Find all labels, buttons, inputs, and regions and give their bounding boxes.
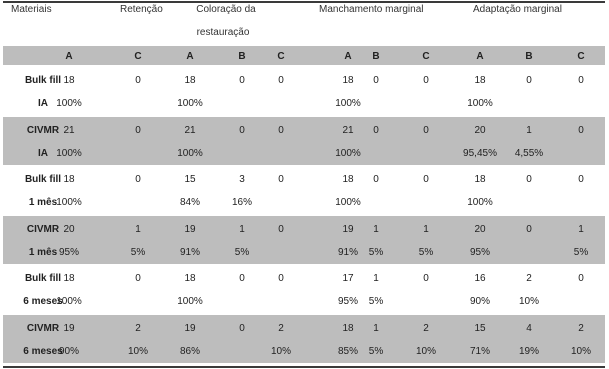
count-cell: 2 (526, 273, 532, 284)
percent-cell: 5% (418, 246, 434, 258)
subheader-cell: A (476, 51, 484, 62)
count-cell: 18 (63, 273, 75, 284)
count-cell: 17 (342, 273, 354, 284)
count-cell: 0 (278, 174, 284, 185)
count-cell: 15 (474, 322, 486, 334)
material-name: Bulk fill (24, 273, 62, 284)
count-cell: 0 (423, 174, 429, 185)
count-cell: 0 (423, 124, 429, 136)
count-cell: 0 (278, 223, 284, 235)
percent-cell: 90% (58, 345, 80, 357)
material-period: 1 mês (28, 246, 58, 258)
count-cell: 0 (423, 75, 429, 86)
percent-cell: 100% (467, 98, 493, 109)
count-cell: 0 (423, 273, 429, 284)
percent-cell: 100% (177, 147, 203, 159)
header-retencao: Retenção (120, 4, 163, 15)
count-cell: 0 (239, 322, 245, 334)
subheader-cell: A (344, 51, 352, 62)
count-cell: 19 (184, 223, 196, 235)
count-cell: 2 (578, 322, 584, 334)
percent-cell: 91% (179, 246, 201, 258)
subheader-cell: C (134, 51, 142, 62)
count-cell: 0 (526, 75, 532, 86)
count-cell: 0 (578, 75, 584, 86)
count-cell: 4 (526, 322, 532, 334)
count-cell: 18 (63, 174, 75, 185)
count-cell: 1 (239, 223, 245, 235)
count-cell: 0 (135, 273, 141, 284)
percent-cell: 95,45% (463, 147, 497, 159)
results-table (3, 0, 605, 369)
percent-cell: 100% (467, 197, 493, 208)
count-cell: 0 (526, 174, 532, 185)
count-cell: 0 (278, 273, 284, 284)
count-cell: 1 (526, 124, 532, 136)
count-cell: 1 (373, 322, 379, 334)
count-cell: 0 (239, 124, 245, 136)
count-cell: 20 (474, 223, 486, 235)
percent-cell: 10% (415, 345, 437, 357)
subheader-cell: C (422, 51, 430, 62)
percent-cell: 100% (56, 296, 82, 307)
material-name: Bulk fill (24, 174, 62, 185)
count-cell: 3 (239, 174, 245, 185)
percent-cell: 4,55% (514, 147, 544, 159)
material-period: IA (38, 147, 48, 159)
percent-cell: 71% (469, 345, 491, 357)
count-cell: 19 (63, 322, 75, 334)
count-cell: 2 (278, 322, 284, 334)
count-cell: 1 (373, 273, 379, 284)
percent-cell: 84% (179, 197, 201, 208)
percent-cell: 95% (469, 246, 491, 258)
count-cell: 2 (423, 322, 429, 334)
count-cell: 18 (474, 75, 486, 86)
count-cell: 18 (342, 322, 354, 334)
count-cell: 0 (135, 124, 141, 136)
header-materiais: Materiais (11, 4, 52, 15)
count-cell: 0 (278, 75, 284, 86)
material-name: CIVMR (26, 322, 60, 334)
percent-cell: 86% (179, 345, 201, 357)
subheader-cell: B (238, 51, 246, 62)
subheader-cell: B (525, 51, 533, 62)
table-row (3, 216, 605, 265)
material-name: CIVMR (26, 223, 60, 235)
percent-cell: 95% (58, 246, 80, 258)
count-cell: 0 (373, 75, 379, 86)
subheader-cell: A (65, 51, 73, 62)
header-manchamento: Manchamento marginal (319, 4, 424, 15)
table-row (3, 265, 605, 314)
material-period: 1 mês (28, 197, 58, 208)
count-cell: 1 (373, 223, 379, 235)
percent-cell: 91% (337, 246, 359, 258)
percent-cell: 100% (335, 98, 361, 109)
count-cell: 0 (239, 75, 245, 86)
header-adaptacao: Adaptação marginal (473, 4, 562, 15)
count-cell: 2 (135, 322, 141, 334)
material-period: 6 meses (23, 345, 63, 357)
count-cell: 18 (184, 273, 196, 284)
material-period: IA (38, 98, 48, 109)
count-cell: 0 (526, 223, 532, 235)
percent-cell: 100% (335, 147, 361, 159)
count-cell: 19 (342, 223, 354, 235)
table-row (3, 166, 605, 215)
table-row (3, 67, 605, 116)
subheader-cell: B (372, 51, 380, 62)
percent-cell: 85% (337, 345, 359, 357)
count-cell: 18 (63, 75, 75, 86)
bottom-rule (3, 366, 605, 368)
percent-cell: 95% (337, 296, 359, 307)
percent-cell: 5% (368, 345, 384, 357)
count-cell: 19 (184, 322, 196, 334)
percent-cell: 5% (368, 246, 384, 258)
percent-cell: 100% (56, 197, 82, 208)
count-cell: 18 (184, 75, 196, 86)
percent-cell: 5% (130, 246, 146, 258)
count-cell: 0 (373, 124, 379, 136)
percent-cell: 5% (368, 296, 384, 307)
count-cell: 18 (474, 174, 486, 185)
percent-cell: 10% (127, 345, 149, 357)
header-coloracao-line1: Coloração da (196, 4, 256, 15)
count-cell: 21 (63, 124, 75, 136)
count-cell: 0 (135, 75, 141, 86)
count-cell: 0 (373, 174, 379, 185)
percent-cell: 19% (518, 345, 540, 357)
count-cell: 1 (135, 223, 141, 235)
count-cell: 0 (278, 124, 284, 136)
percent-cell: 10% (518, 296, 540, 307)
material-period: 6 meses (23, 296, 63, 307)
subheader-cell: A (186, 51, 194, 62)
percent-cell: 100% (177, 296, 203, 307)
count-cell: 1 (423, 223, 429, 235)
material-name: Bulk fill (24, 75, 62, 86)
count-cell: 0 (239, 273, 245, 284)
percent-cell: 5% (573, 246, 589, 258)
count-cell: 21 (342, 124, 354, 136)
count-cell: 1 (578, 223, 584, 235)
percent-cell: 90% (469, 296, 491, 307)
percent-cell: 100% (177, 98, 203, 109)
percent-cell: 100% (56, 98, 82, 109)
count-cell: 15 (184, 174, 196, 185)
header-coloracao-line2: restauração (196, 27, 250, 38)
percent-cell: 100% (335, 197, 361, 208)
table-row (3, 117, 605, 166)
count-cell: 20 (474, 124, 486, 136)
count-cell: 18 (342, 75, 354, 86)
count-cell: 0 (578, 174, 584, 185)
material-name: CIVMR (26, 124, 60, 136)
count-cell: 0 (135, 174, 141, 185)
subheader-row (3, 46, 605, 65)
top-rule (3, 1, 605, 3)
percent-cell: 16% (231, 197, 253, 208)
count-cell: 0 (578, 273, 584, 284)
count-cell: 16 (474, 273, 486, 284)
percent-cell: 100% (56, 147, 82, 159)
count-cell: 20 (63, 223, 75, 235)
count-cell: 18 (342, 174, 354, 185)
count-cell: 21 (184, 124, 196, 136)
count-cell: 0 (578, 124, 584, 136)
subheader-cell: C (577, 51, 585, 62)
percent-cell: 10% (570, 345, 592, 357)
subheader-cell: C (277, 51, 285, 62)
percent-cell: 10% (270, 345, 292, 357)
table-row (3, 315, 605, 364)
percent-cell: 5% (234, 246, 250, 258)
